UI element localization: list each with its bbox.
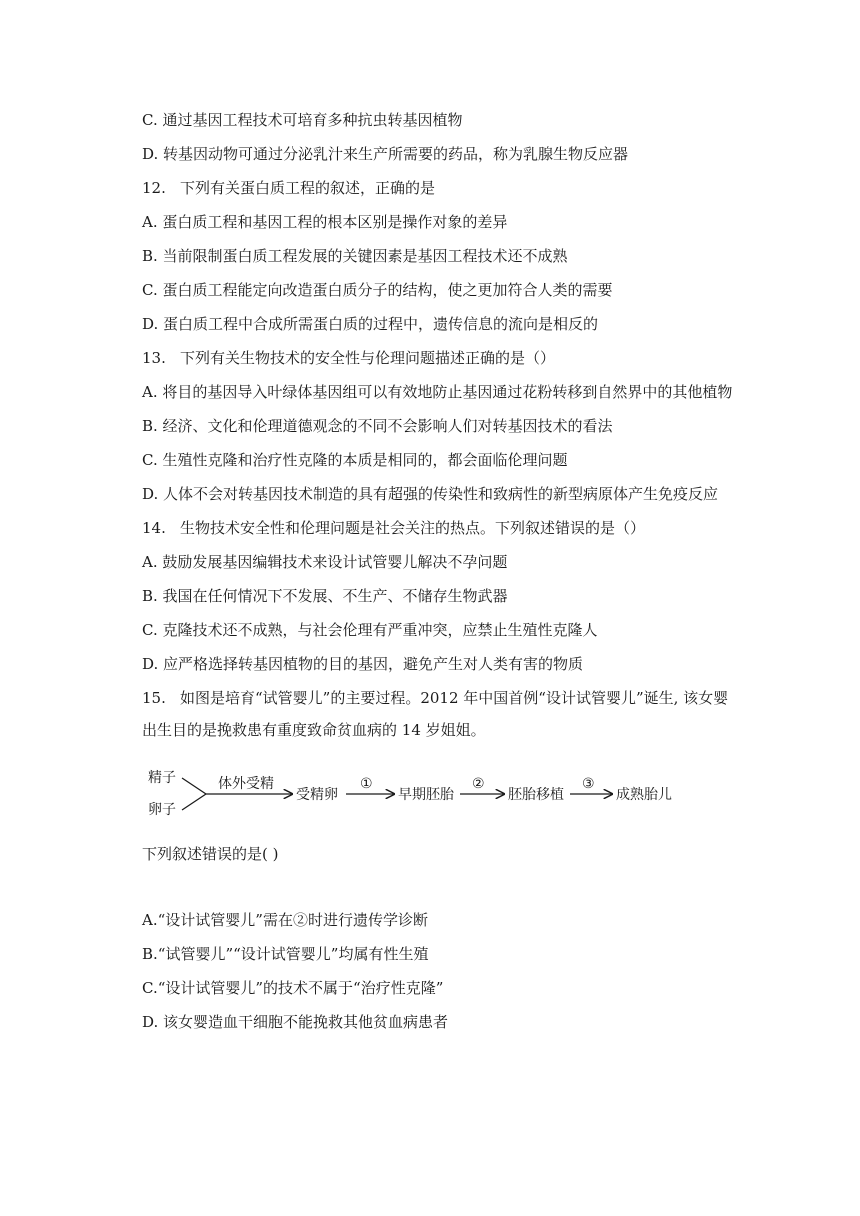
diagram-fetus-label: 成熟胎儿 [616,787,672,803]
q15-question: 下列叙述错误的是( ) [142,845,279,863]
q13-option-c: C. 生殖性克隆和治疗性克隆的本质是相同的，都会面临伦理问题 [142,451,568,469]
q14-option-b: B. 我国在任何情况下不发展、不生产、不储存生物武器 [142,587,508,605]
diagram-transfer-label: 胚胎移植 [508,787,564,803]
q14-option-a: A. 鼓励发展基因编辑技术来设计试管婴儿解决不孕问题 [142,553,508,571]
q14-stem [142,518,645,538]
q14-stem-text: 生物技术安全性和伦理问题是社会关注的热点。下列叙述错误的是（） [180,519,646,537]
q14-option-c: C. 克隆技术还不成熟，与社会伦理有严重冲突，应禁止生殖性克隆人 [142,621,598,639]
q11-option-d: D. 转基因动物可通过分泌乳汁来生产所需要的药品，称为乳腺生物反应器 [142,145,629,163]
q15-option-d: D. 该女婴造血干细胞不能挽救其他贫血病患者 [142,1013,449,1031]
diagram-ivf-label: 体外受精 [218,776,274,792]
q15-option-c: C.“设计试管婴儿”的技术不属于“治疗性克隆” [142,979,444,997]
q13-stem [142,348,555,368]
q13-stem-text: 下列有关生物技术的安全性与伦理问题描述正确的是（） [180,349,556,367]
diagram-early-embryo-label: 早期胚胎 [398,787,454,803]
diagram-step3-label: ③ [582,776,595,792]
diagram-egg-line [182,794,206,810]
q15-stem-line2: 出生目的是挽救患有重度致命贫血病的 14 岁姐姐。 [142,721,486,739]
q13-option-d: D. 人体不会对转基因技术制造的具有超强的传染性和致病性的新型病原体产生免疫反应 [142,485,719,503]
q13-number: 13. [142,349,166,367]
diagram-step2-label: ② [472,776,485,792]
q13-option-a: A. 将目的基因导入叶绿体基因组可以有效地防止基因通过花粉转移到自然界中的其他植物 [142,383,733,401]
q14-option-d: D. 应严格选择转基因植物的目的基因，避免产生对人类有害的物质 [142,655,584,673]
diagram-sperm-line [182,778,206,794]
q12-option-d: D. 蛋白质工程中合成所需蛋白质的过程中，遗传信息的流向是相反的 [142,315,599,333]
q12-option-a: A. 蛋白质工程和基因工程的根本区别是操作对象的差异 [142,213,508,231]
q15-option-b: B.“试管婴儿”“设计试管婴儿”均属有性生殖 [142,945,429,963]
q14-number: 14. [142,519,166,537]
diagram-step1-label: ① [360,776,373,792]
diagram-zygote-label: 受精卵 [296,787,338,803]
q12-number: 12. [142,179,166,197]
q11-option-c: C. 通过基因工程技术可培育多种抗虫转基因植物 [142,111,463,129]
diagram-sperm-label: 精子 [148,770,176,786]
q13-option-b: B. 经济、文化和伦理道德观念的不同不会影响人们对转基因技术的看法 [142,417,613,435]
q12-stem-text: 下列有关蛋白质工程的叙述，正确的是 [180,179,436,197]
q15-number: 15. [142,689,166,707]
q12-option-c: C. 蛋白质工程能定向改造蛋白质分子的结构，使之更加符合人类的需要 [142,281,613,299]
q15-stem-text: 如图是培育“试管婴儿”的主要过程。2012 年中国首例“设计试管婴儿”诞生, 该女婴 [180,689,729,707]
diagram-egg-label: 卵子 [148,802,176,818]
q12-option-b: B. 当前限制蛋白质工程发展的关键因素是基因工程技术还不成熟 [142,247,568,265]
q12-stem [142,178,435,198]
ivf-process-diagram [142,762,682,822]
q15-stem-line1 [142,688,728,708]
q15-option-a: A.“设计试管婴儿”需在②时进行遗传学诊断 [142,911,428,929]
